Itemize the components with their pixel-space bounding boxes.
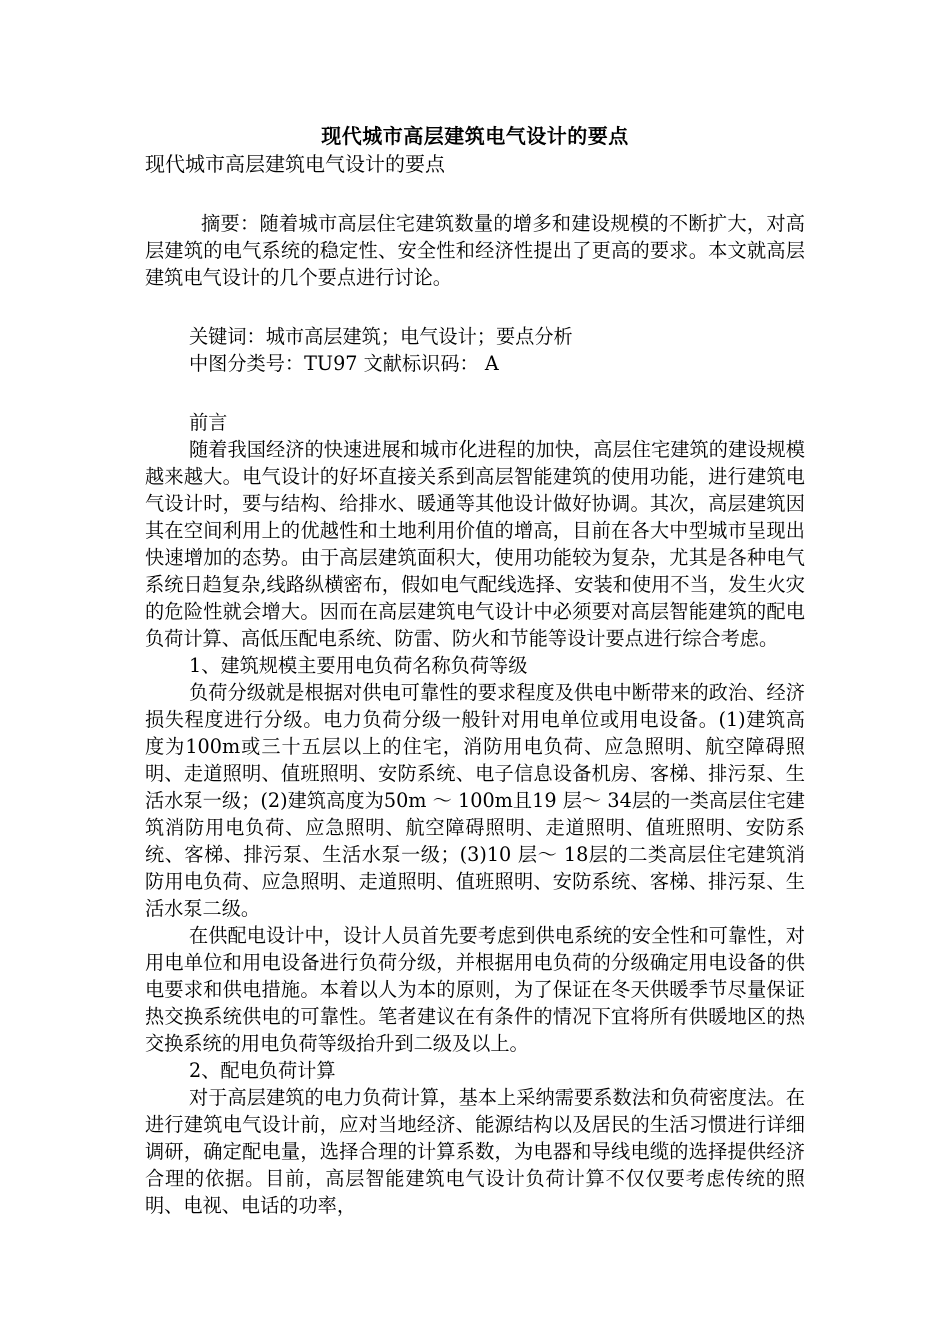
section-1-heading: 1、建筑规模主要用电负荷名称负荷等级: [189, 654, 528, 677]
spacer: [145, 178, 805, 210]
section-1-paragraph-1: 负荷分级就是根据对供电可靠性的要求程度及供电中断带来的政治、经济损失程度进行分级。电力负荷分级一般针对用电单位或用电设备。(1)建筑高度为100m或三十五层以上的住宅，消防用电负荷、应急照明、航空障碍照明、走道照明、值班照明、安防系统、电子信息设备机房、客梯、排污泵、生活水泵一级；(2)建筑高度为50m ～ 100m且19 层～ 34层的一类高层住宅建筑消防用电负荷、应急照明、航空障碍照明、走道照明、值班照明、安防系统、客梯、排污泵、生活水泵一级；(3)10 层～ 18层的二类高层住宅建筑消防用电负荷、应急照明、走道照明、值班照明、安防系统、客梯、排污泵、生活水泵二级。: [145, 681, 805, 920]
section-2-heading: 2、配电负荷计算: [189, 1059, 336, 1082]
document-page: [145, 122, 805, 1219]
preface-heading: 前言: [189, 411, 228, 434]
abstract-paragraph: 摘要：随着城市高层住宅建筑数量的增多和建设规模的不断扩大，对高层建筑的电气系统的稳定性、安全性和经济性提出了更高的要求。本文就高层建筑电气设计的几个要点进行讨论。: [145, 212, 805, 289]
preface-paragraph: 随着我国经济的快速进展和城市化进程的加快，高层住宅建筑的建设规模越来越大。电气设计的好坏直接关系到高层智能建筑的使用功能，进行建筑电气设计时，要与结构、给排水、暖通等其他设计做好协调。其次，高层建筑因其在空间利用上的优越性和土地利用价值的增高，目前在各大中型城市呈现出快速增加的态势。由于高层建筑面积大，使用功能较为复杂，尤其是各种电气系统日趋复杂,线路纵横密布，假如电气配线选择、安装和使用不当，发生火灾的危险性就会增大。因而在高层建筑电气设计中必须要对高层智能建筑的配电负荷计算、高低压配电系统、防雷、防火和节能等设计要点进行综合考虑。: [145, 438, 805, 650]
classification-line: 中图分类号：TU97 文献标识码： A: [189, 352, 499, 375]
section-1-paragraph-2: 在供配电设计中，设计人员首先要考虑到供电系统的安全性和可靠性，对用电单位和用电设备进行负荷分级，并根据用电负荷的分级确定用电设备的供电要求和供电措施。本着以人为本的原则，为了保证在冬天供暖季节尽量保证热交换系统供电的可靠性。笔者建议在有条件的情况下宜将所有供暖地区的热交换系统的用电负荷等级抬升到二级及以上。: [145, 924, 805, 1055]
keywords-line: 关键词：城市高层建筑；电气设计；要点分析: [189, 325, 573, 348]
spacer: [145, 291, 805, 323]
document-subtitle: 现代城市高层建筑电气设计的要点: [145, 152, 445, 176]
document-title: 现代城市高层建筑电气设计的要点: [321, 124, 629, 148]
section-2-paragraph-1: 对于高层建筑的电力负荷计算，基本上采纳需要系数法和负荷密度法。在进行建筑电气设计前，应对当地经济、能源结构以及居民的生活习惯进行详细调研，确定配电量，选择合理的计算系数，为电器和导线电缆的选择提供经济合理的依据。目前，高层智能建筑电气设计负荷计算不仅仅要考虑传统的照明、电视、电话的功率，: [145, 1086, 805, 1217]
spacer: [145, 377, 805, 409]
